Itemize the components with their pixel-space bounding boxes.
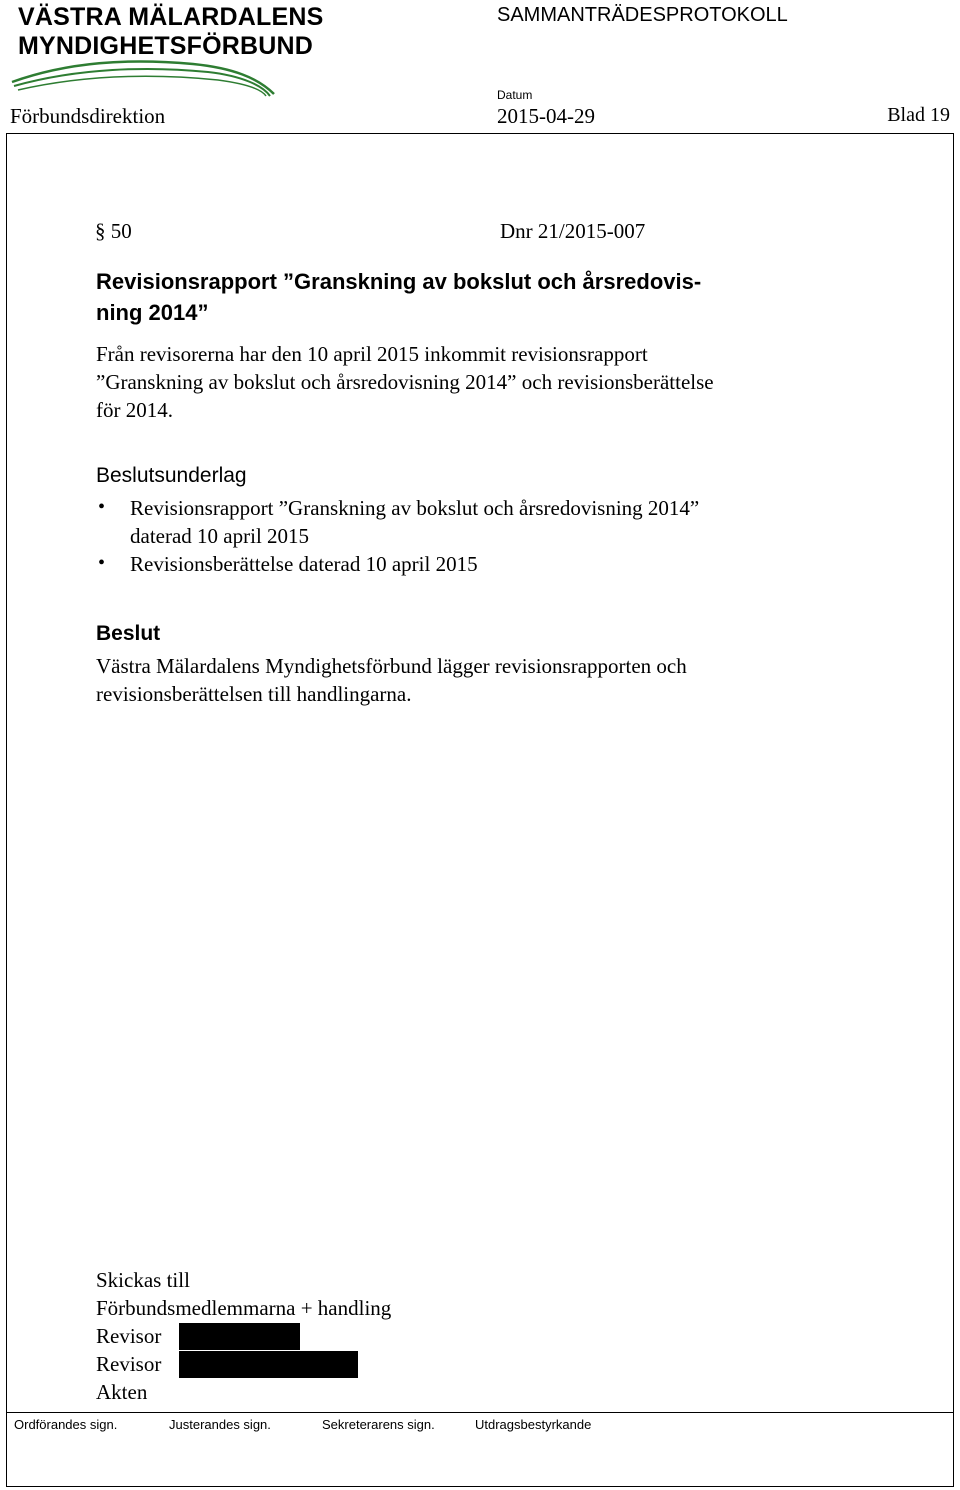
signature-chair: Ordförandes sign.: [14, 1417, 118, 1432]
title-line1: Revisionsrapport ”Granskning av bokslut och årsredovis-: [96, 269, 702, 294]
signature-secretary: Sekreterarens sign.: [322, 1417, 435, 1432]
dnr: Dnr 21/2015-007: [500, 219, 646, 243]
sheet-number: Blad 19: [887, 104, 950, 126]
document-type: SAMMANTRÄDESPROTOKOLL: [497, 4, 788, 26]
distribution-item: Revisor: [96, 1352, 162, 1376]
basis-item2: Revisionsberättelse daterad 10 april 2015: [130, 552, 478, 576]
org-name-line2: MYNDIGHETSFÖRBUND: [18, 32, 314, 60]
distribution-heading: Skickas till: [96, 1268, 190, 1292]
decision-line1: Västra Mälardalens Myndighetsförbund lägger revisionsrapporten och: [96, 654, 687, 678]
basis-item1-line1: Revisionsrapport ”Granskning av bokslut och årsredovisning 2014”: [130, 496, 700, 520]
date-label: Datum: [497, 88, 533, 102]
org-name-line1: VÄSTRA MÄLARDALENS: [18, 3, 324, 31]
paragraph-sign: §: [95, 219, 106, 243]
section-number: [95, 219, 132, 244]
intro-line2: ”Granskning av bokslut och årsredovisning 2014” och revisionsberättelse: [96, 370, 714, 394]
bullet-marker: •: [98, 552, 106, 574]
intro-line3: för 2014.: [96, 398, 173, 422]
title-line2: ning 2014”: [96, 300, 209, 325]
signature-certification: Utdragsbestyrkande: [475, 1417, 592, 1432]
section-number-value: 50: [110, 219, 132, 243]
signature-divider: [6, 1412, 954, 1413]
distribution-item: Förbundsmedlemmarna + handling: [96, 1296, 392, 1320]
date-value: 2015-04-29: [497, 104, 595, 128]
body-name: Förbundsdirektion: [10, 104, 166, 128]
logo-wave-icon: [8, 50, 308, 100]
distribution-item: Revisor: [96, 1324, 162, 1348]
basis-item1-line2: daterad 10 april 2015: [130, 524, 310, 548]
basis-heading: Beslutsunderlag: [96, 464, 247, 487]
decision-heading: Beslut: [96, 622, 161, 645]
redaction-bar: [179, 1351, 358, 1378]
distribution-item: Akten: [96, 1380, 148, 1404]
intro-line1: Från revisorerna har den 10 april 2015 inkommit revisionsrapport: [96, 342, 648, 366]
signature-adjuster: Justerandes sign.: [169, 1417, 271, 1432]
bullet-marker: •: [98, 496, 106, 518]
redaction-bar: [179, 1323, 300, 1350]
decision-line2: revisionsberättelsen till handlingarna.: [96, 682, 412, 706]
